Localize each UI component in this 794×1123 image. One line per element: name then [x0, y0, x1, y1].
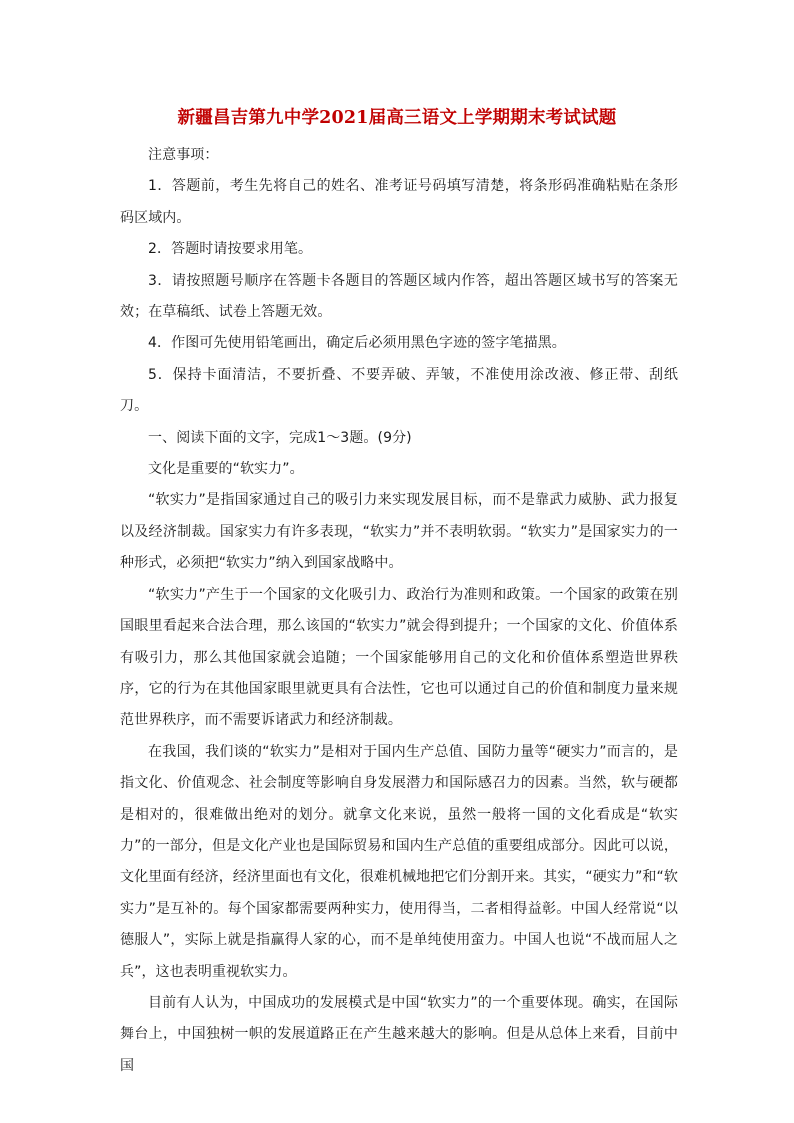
notice-item-4: 4．作图可先使用铅笔画出，确定后必须用黑色字迹的签字笔描黑。 [148, 335, 566, 352]
notice-item-5: 5．保持卡面清洁，不要折叠、不要弄破、弄皱，不准使用涂改液、修正带、刮纸刀。 [120, 366, 678, 415]
paragraph-3: 在我国，我们谈的“软实力”是相对于国内生产总值、国防力量等“硬实力”而言的，是指文化、价值观念、社会制度等影响自身发展潜力和国际感召力的因素。当然，软与硬都是相对的，很难做出绝对的划分。就拿文化来说，虽然一般将一国的文化看成是“软实力”的一部分，但是文化产业也是国际贸易和国内生产总值的重要组成部分。因此可以说，文化里面有经济，经济里面也有文化，很难机械地把它们分割开来。其实，“硬实力”和“软实力”是互补的。每个国家都需要两种实力，使用得当，二者相得益彰。中国人经常说“以德服人”，实际上就是指赢得人家的心，而不是单纯使用蛮力。中国人也说“不战而屈人之兵”，这也表明重视软实力。 [120, 743, 678, 980]
paragraph-1: “软实力”是指国家通过自己的吸引力来实现发展目标，而不是靠武力威胁、武力报复以及经济制裁。国家实力有许多表现，“软实力”并不表明软弱。“软实力”是国家实力的一种形式，必须把“软实力”纳入到国家战略中。 [120, 492, 678, 572]
notice-item-1: 1．答题前，考生先将自己的姓名、准考证号码填写清楚，将条形码准确粘贴在条形码区域内。 [120, 178, 678, 226]
paragraph-2: “软实力”产生于一个国家的文化吸引力、政治行为准则和政策。一个国家的政策在别国眼里看起来合法合理，那么该国的“软实力”就会得到提升；一个国家的文化、价值体系有吸引力，那么其他国家就会追随；一个国家能够用自己的文化和价值体系塑造世界秩序，它的行为在其他国家眼里就更具有合法性，它也可以通过自己的价值和制度力量来规范世界秩序，而不需要诉诸武力和经济制裁。 [120, 586, 678, 729]
paragraph-4: 目前有人认为，中国成功的发展模式是中国“软实力”的一个重要体现。确实，在国际舞台上，中国独树一帜的发展道路正在产生越来越大的影响。但是从总体上来看，目前中国 [120, 994, 678, 1074]
notice-heading: 注意事项： [148, 147, 219, 163]
document-body [120, 140, 678, 1082]
notice-item-3: 3．请按照题号顺序在答题卡各题目的答题区域内作答，超出答题区域书写的答案无效；在草稿纸、试卷上答题无效。 [120, 272, 678, 321]
notice-item-2: 2．答题时请按要求用笔。 [148, 241, 313, 258]
document-title: 新疆昌吉第九中学2021届高三语文上学期期末考试试题 [177, 108, 617, 128]
passage-title: 文化是重要的“软实力”。 [148, 461, 304, 478]
section-heading: 一、阅读下面的文字，完成1～3题。(9分) [148, 429, 412, 446]
